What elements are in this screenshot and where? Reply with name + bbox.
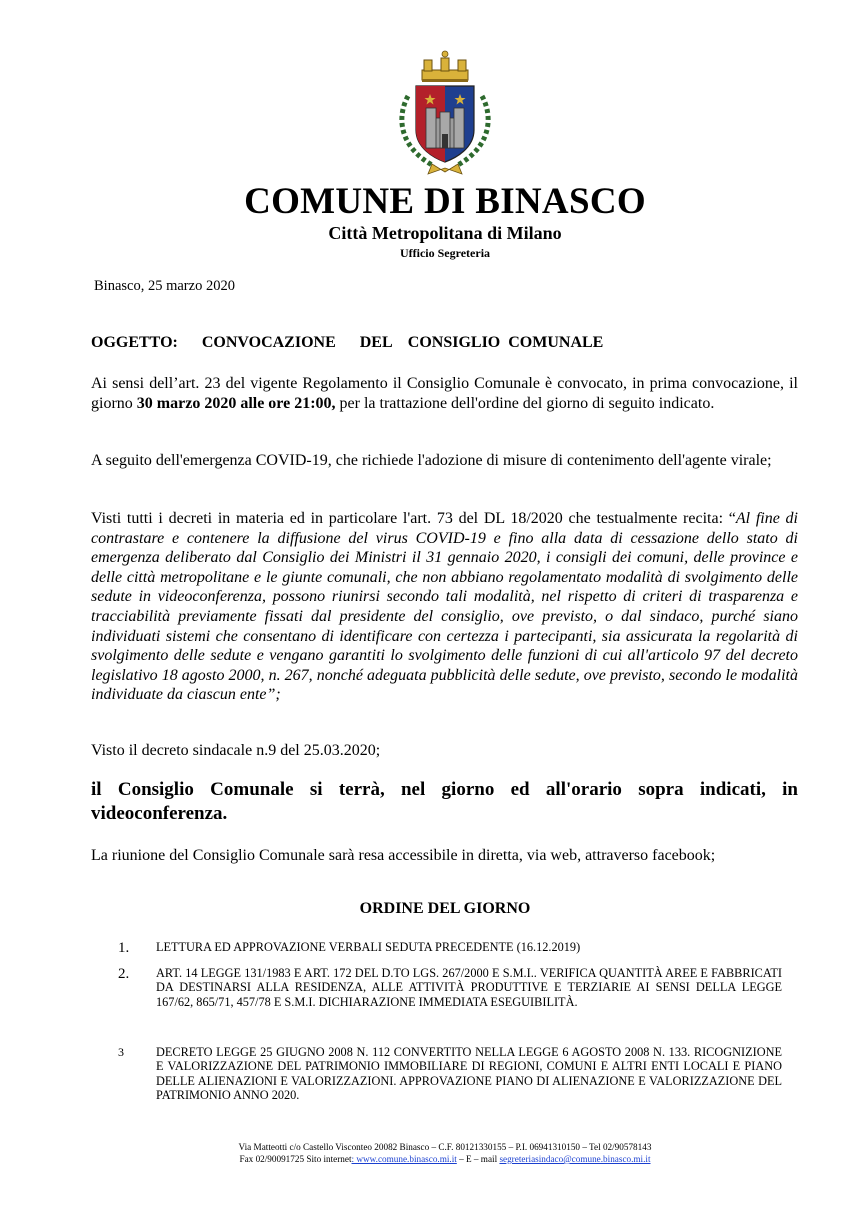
footer-contacts [0, 1153, 859, 1165]
meeting-datetime: 30 marzo 2020 alle ore 21:00, [136, 394, 336, 412]
subject-line: OGGETTO: CONVOCAZIONE DEL CONSIGLIO COMUNALE [91, 334, 604, 351]
agenda-item-number: 3 [118, 1045, 124, 1059]
page-title: COMUNE DI BINASCO [244, 181, 646, 222]
paragraph-streaming-notice: La riunione del Consiglio Comunale sarà resa accessibile in diretta, via web, attraverso facebook; [91, 847, 716, 864]
agenda-item-text: DECRETO LEGGE 25 GIUGNO 2008 N. 112 CONVERTITO NELLA LEGGE 6 AGOSTO 2008 N. 133. RICOGNIZIONE E VALORIZZAZIONE DEL PATRIMONIO IMMOBILIARE DI REGIONI, COMUNI E ALTRI ENTI LOCALI E PIANO DELLE ALIENAZIONI E VALORIZZAZIONI. APPROVAZIONE PIANO DI ALIENAZIONE E VALORIZZAZIONE DEL PATRIMONIO ANNO 2020. [156, 1045, 782, 1103]
page-subtitle: Città Metropolitana di Milano [328, 223, 562, 243]
footer-separator: – E – mail [456, 1154, 500, 1164]
paragraph-videoconference-notice: il Consiglio Comunale si terrà, nel giorno ed all'orario sopra indicati, in videoconferenza. [91, 779, 798, 824]
footer-fax: Fax 02/90091725 Sito internet [239, 1154, 352, 1164]
paragraph-convocation [91, 374, 798, 413]
crown-icon [422, 51, 468, 82]
agenda-title: ORDINE DEL GIORNO [359, 900, 531, 917]
agenda-item-text: ART. 14 LEGGE 131/1983 E ART. 172 DEL D.TO LGS. 267/2000 E S.M.I.. VERIFICA QUANTITÀ AREE E FABBRICATI DA DESTINARSI ALLA RESIDENZA, ALLE ATTIVITÀ PRODUTTIVE E TERZIARIE AI SENSI DELLA LEGGE 167/62, 865/71, 457/78 E S.M.I. DICHIARAZIONE IMMEDIATA ESEGUIBILITÀ. [156, 966, 782, 1009]
quoted-article-text: Al fine di contrastare e contenere la diffusione del virus COVID-19 e fino alla data di cessazione dello stato di emergenza deliberato dal Consiglio dei Ministri il 31 gennaio 2020, i consigli dei comuni, delle province e delle città metropolitane e le giunte comunali, che non abbiano regolamentato modalità di svolgimento delle sedute in videoconferenza, possono riunirsi secondo tali modalità, nel rispetto di criteri di trasparenza e tracciabilità previamente fissati dal presidente del consiglio, ove previsto, o dal sindaco, purché siano individuati sistemi che consentano di identificare con certezza i partecipanti, sia assicurata la regolarità di svolgimento delle sedute e vengano garantiti lo svolgimento delle funzioni di cui all'articolo 97 del decreto legislativo 18 agosto 2000, n. 267, nonché adeguata pubblicità delle sedute, ove previsto, secondo le modalità individuate da ciascun ente”; [91, 510, 799, 704]
paragraph-text: per la trattazione dell'ordine del giorno di seguito indicato. [335, 394, 715, 412]
paragraph-text: Visti tutti i decreti in materia ed in particolare l'art. 73 del DL 18/2020 che testualmente recita: “ [91, 510, 736, 527]
email-link[interactable]: segreteriasindaco@comune.binasco.mi.it [499, 1154, 651, 1164]
footer [0, 1141, 859, 1165]
paragraph-mayoral-decree: Visto il decreto sindacale n.9 del 25.03.2020; [91, 742, 381, 759]
footer-address: Via Matteotti c/o Castello Visconteo 20082 Binasco – C.F. 80121330155 – P.I. 06941310150 – Tel 02/90578143 [238, 1142, 652, 1152]
paragraph-decree-quote [91, 509, 798, 705]
document-date: Binasco, 25 marzo 2020 [94, 278, 235, 294]
paragraph-emergency: A seguito dell'emergenza COVID-19, che richiede l'adozione di misure di contenimento dell'agente virale; [91, 452, 772, 469]
website-link[interactable]: : www.comune.binasco.mi.it [351, 1154, 457, 1164]
agenda-item-number: 2. [118, 966, 130, 982]
office-name: Ufficio Segreteria [399, 246, 491, 260]
shield-icon [416, 86, 474, 162]
coat-of-arms-icon [386, 48, 504, 178]
agenda-item-text: LETTURA ED APPROVAZIONE VERBALI SEDUTA PRECEDENTE (16.12.2019) [156, 940, 581, 954]
paragraph-text: Ai sensi dell’art. 23 del vigente Regolamento il Consiglio Comunale è convocato, in prima convocazione, il giorno [91, 375, 798, 412]
agenda-item-number: 1. [118, 940, 130, 956]
